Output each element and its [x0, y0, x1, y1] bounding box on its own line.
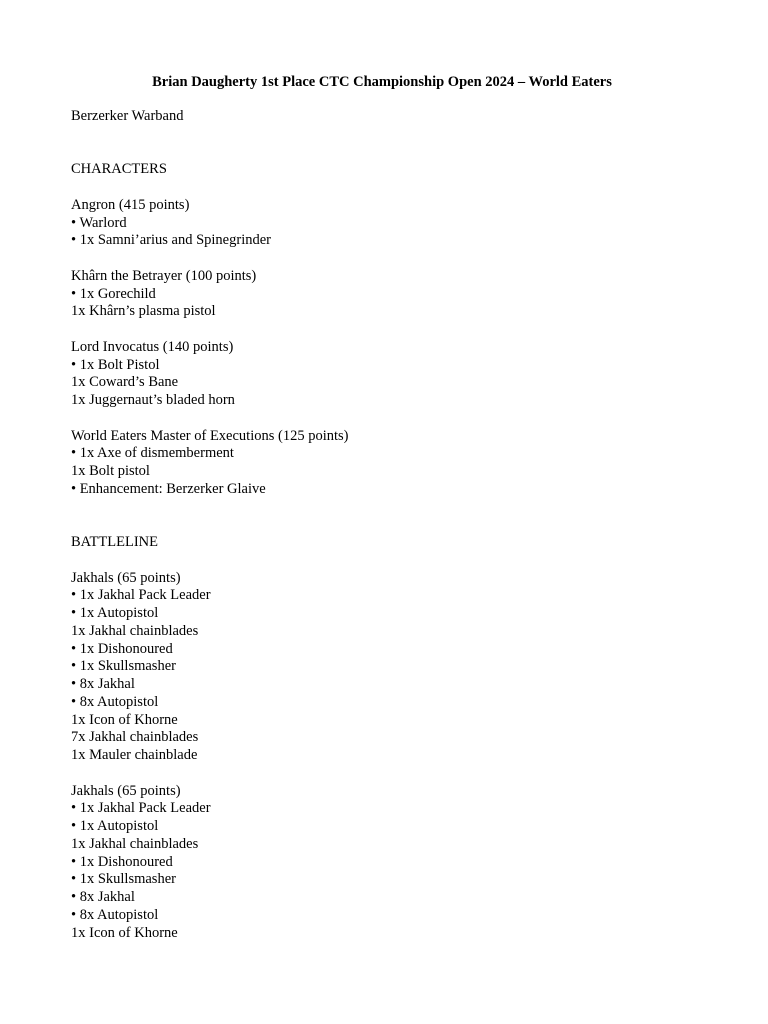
unit-line: • 1x Skullsmasher: [71, 658, 176, 675]
unit-line: • 1x Dishonoured: [71, 853, 173, 870]
unit-line: • 1x Autopistol: [71, 818, 159, 834]
unit-line: 1x Bolt pistol: [71, 463, 150, 479]
unit-line: 7x Jakhal chainblades: [71, 729, 199, 746]
unit-line: 1x Coward’s Bane: [71, 374, 179, 391]
unit-line: • Enhancement: Berzerker Glaive: [71, 480, 266, 497]
unit-name: Angron (415 points): [71, 196, 190, 213]
unit-line: • 1x Skullsmasher: [71, 871, 176, 888]
unit-block: [71, 268, 731, 321]
unit-line: 1x Jakhal chainblades: [71, 622, 199, 639]
spacer: [71, 250, 731, 268]
unit-line: • 1x Dishonoured: [71, 640, 173, 657]
unit-line: • 1x Autopistol: [71, 605, 159, 621]
document-title: Brian Daugherty 1st Place CTC Championship Open 2024 – World Eaters: [152, 74, 612, 90]
unit-name: Lord Invocatus (140 points): [71, 338, 234, 355]
unit-name: Khârn the Betrayer (100 points): [71, 267, 257, 284]
unit-name: World Eaters Master of Executions (125 points): [71, 427, 349, 444]
spacer: [71, 410, 731, 428]
section-heading-characters: CHARACTERS: [71, 161, 167, 178]
detachment-name: Berzerker Warband: [71, 108, 184, 124]
unit-line: • 1x Axe of dismemberment: [71, 445, 234, 462]
unit-name: Jakhals (65 points): [71, 569, 181, 586]
spacer: [71, 179, 731, 197]
unit-block: [71, 570, 731, 765]
unit-line: • 8x Autopistol: [71, 906, 159, 923]
unit-line: 1x Khârn’s plasma pistol: [71, 303, 216, 320]
unit-line: • 8x Autopistol: [71, 693, 159, 710]
spacer: [71, 321, 731, 339]
unit-line: • 1x Jakhal Pack Leader: [71, 587, 211, 604]
unit-block: [71, 197, 731, 250]
unit-line: 1x Mauler chainblade: [71, 747, 198, 763]
unit-name: Jakhals (65 points): [71, 782, 181, 799]
unit-line: • 1x Jakhal Pack Leader: [71, 800, 211, 817]
spacer: [71, 552, 731, 570]
unit-block: [71, 783, 731, 943]
unit-line: 1x Jakhal chainblades: [71, 835, 199, 852]
unit-line: • 1x Samni’arius and Spinegrinder: [71, 232, 271, 249]
unit-block: [71, 339, 731, 410]
spacer: [71, 765, 731, 783]
unit-line: • 1x Gorechild: [71, 285, 156, 302]
spacer: [71, 499, 731, 535]
unit-line: • 8x Jakhal: [71, 889, 135, 905]
document-body: [71, 108, 731, 942]
unit-line: • 1x Bolt Pistol: [71, 356, 160, 373]
section-heading-battleline: BATTLELINE: [71, 534, 158, 550]
unit-line: 1x Juggernaut’s bladed horn: [71, 392, 235, 408]
unit-block: [71, 428, 731, 499]
spacer: [71, 126, 731, 162]
unit-line: • Warlord: [71, 214, 127, 231]
unit-line: 1x Icon of Khorne: [71, 924, 178, 941]
unit-line: 1x Icon of Khorne: [71, 711, 178, 728]
unit-line: • 8x Jakhal: [71, 676, 135, 692]
